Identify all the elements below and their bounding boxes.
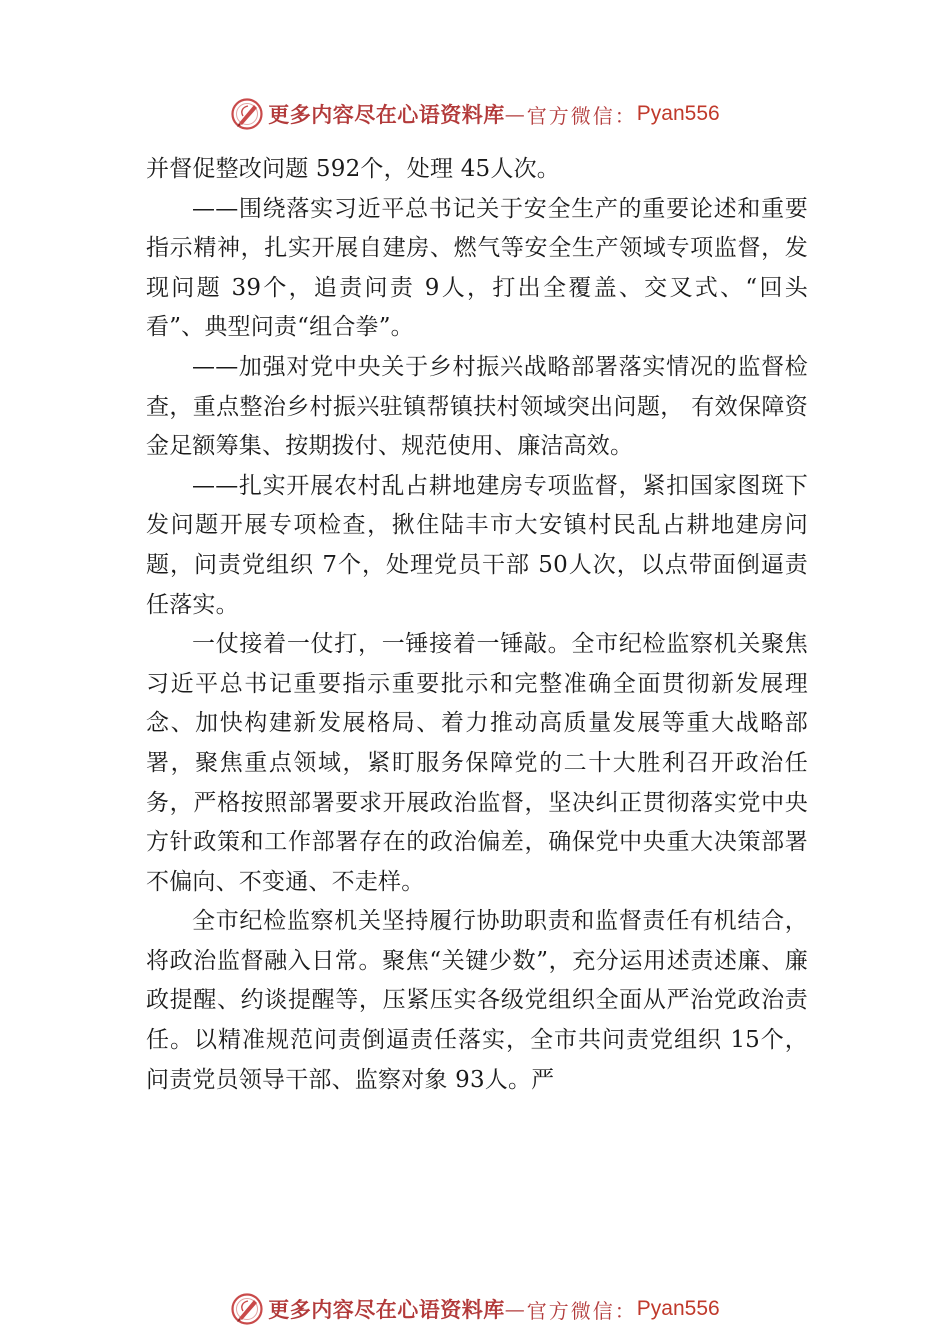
- pen-seal-icon: [230, 1292, 264, 1326]
- footer-wechat-label: 官方微信：: [526, 1298, 637, 1323]
- header-dash: —: [504, 102, 527, 126]
- paragraph-accountability: 全市纪检监察机关坚持履行协助职责和监督责任有机结合，将政治监督融入日常。聚焦“关键少数”，充分运用述责述廉、廉政提醒、约谈提醒等，压紧压实各级党组织全面从严治党政治责任。以精准规范问责倒逼责任落实，全市共问责党组织 15个，问责党员领导干部、监察对象 93人。严: [146, 908, 808, 1093]
- paragraph-farmland-supervision: ——扎实开展农村乱占耕地建房专项监督，紧扣国家图斑下发问题开展专项检查，揪住陆丰市大安镇村民乱占耕地建房问题，问责党组织 7个，处理党员干部 50人次，以点带面倒逼责任落实。: [146, 472, 808, 618]
- header-promo-text: 更多内容尽在心语资料库: [268, 102, 505, 127]
- paragraph-safety-supervision: ——围绕落实习近平总书记关于安全生产的重要论述和重要指示精神，扎实开展自建房、燃气等安全生产领域专项监督，发现问题 39个，追责问责 9人，打出全覆盖、交叉式、“回头看”、典型问责“组合拳”。: [146, 195, 808, 341]
- paragraph-political-supervision: 一仗接着一仗打，一锤接着一锤敲。全市纪检监察机关聚焦习近平总书记重要指示重要批示和完整准确全面贯彻新发展理念、加快构建新发展格局、着力推动高质量发展等重大战略部署，聚焦重点领域，紧盯服务保障党的二十大胜利召开政治任务，严格按照部署要求开展政治监督，坚决纠正贯彻落实党中央方针政策和工作部署存在的政治偏差，确保党中央重大决策部署不偏向、不变通、不走样。: [146, 631, 808, 895]
- header-banner: [0, 94, 950, 134]
- footer-promo-text: 更多内容尽在心语资料库: [268, 1297, 505, 1322]
- header-wechat-handle: Pyan556: [636, 102, 720, 125]
- paragraph-continuation: 并督促整改问题 592个，处理 45人次。: [146, 156, 560, 182]
- footer-banner: [0, 1289, 950, 1329]
- pen-seal-icon: [230, 97, 264, 131]
- footer-wechat-handle: Pyan556: [636, 1297, 720, 1320]
- header-wechat-label: 官方微信：: [526, 103, 637, 128]
- document-body: [146, 150, 808, 1100]
- paragraph-rural-revitalization: ——加强对党中央关于乡村振兴战略部署落实情况的监督检查，重点整治乡村振兴驻镇帮镇扶村领域突出问题， 有效保障资金足额筹集、按期拨付、规范使用、廉洁高效。: [146, 353, 808, 460]
- footer-dash: —: [504, 1297, 527, 1321]
